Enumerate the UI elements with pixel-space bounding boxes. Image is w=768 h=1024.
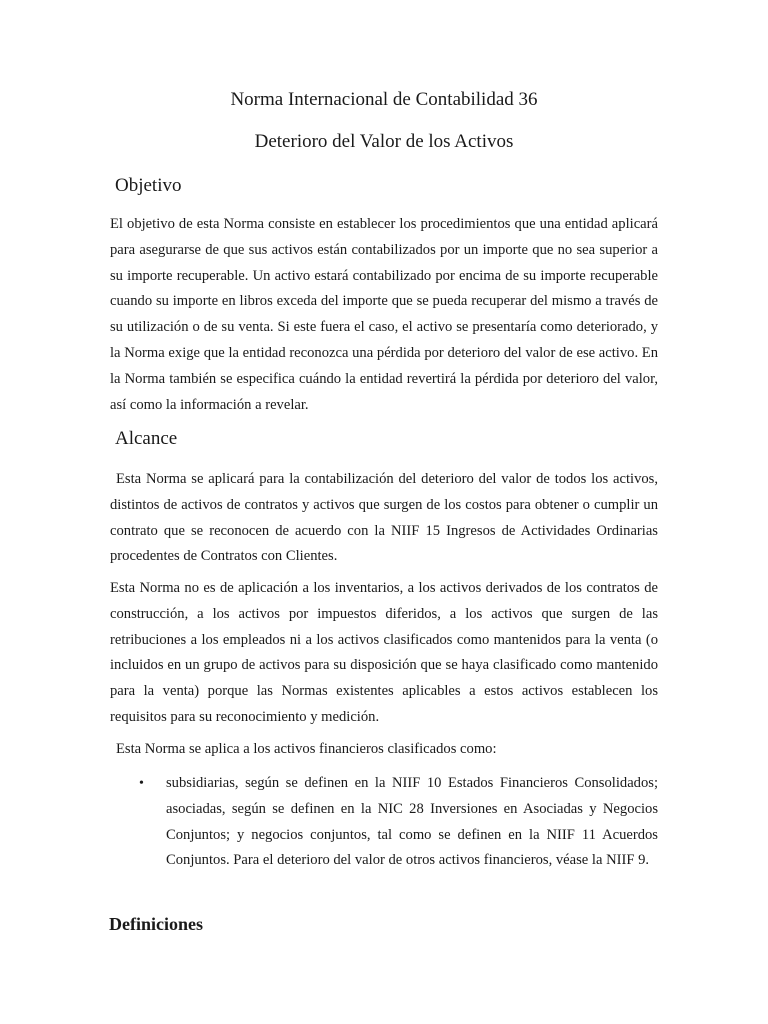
paragraph-objetivo: El objetivo de esta Norma consiste en establecer los procedimientos que una entidad aplicará para asegurarse de que sus activos están contabilizados por un importe que no sea superior a su importe recuperable. Un activo estará contabilizado por encima de su importe recuperable cuando su importe en libros exceda del importe que se pueda recuperar del mismo a través de su utilización o de su venta. Si este fuera el caso, el activo se presentaría como deteriorado, y la Norma exige que la entidad reconozca una pérdida por deterioro del valor de ese activo. En la Norma también se especifica cuándo la entidad revertirá la pérdida por deterioro del valor, así como la información a revelar. — [110, 216, 658, 413]
heading-alcance: Alcance — [115, 428, 178, 449]
document-title: Norma Internacional de Contabilidad 36 — [230, 89, 538, 110]
paragraph-alcance-1: Esta Norma se aplicará para la contabilización del deterioro del valor de todos los activos, distintos de activos de contratos y activos que surgen de los costos para obtener o cumplir un contrato que se reconocen de acuerdo con la NIIF 15 Ingresos de Actividades Ordinarias procedentes de Contratos con Clientes. — [110, 471, 658, 565]
paragraph-alcance-2: Esta Norma no es de aplicación a los inventarios, a los activos derivados de los contratos de construcción, a los activos por impuestos diferidos, a los activos que surgen de las retribuciones a los empleados ni a los activos clasificados como mantenidos para la venta (o incluidos en un grupo de activos para su disposición que se haya clasificado como mantenido para la venta) porque las Normas existentes aplicables a estos activos establecen los requisitos para su reconocimiento y medición. — [110, 580, 658, 725]
list-item: subsidiarias, según se definen en la NIIF 10 Estados Financieros Consolidados; asociadas, según se definen en la NIC 28 Inversiones en Asociadas y Negocios Conjuntos; y negocios conjuntos, tal como se definen en la NIIF 11 Acuerdos Conjuntos. Para el deterioro del valor de otros activos financieros, véase la NIIF 9. — [166, 775, 658, 869]
paragraph-alcance-3: Esta Norma se aplica a los activos financieros clasificados como: — [116, 741, 497, 757]
bullet-marker: • — [139, 776, 144, 791]
heading-objetivo: Objetivo — [115, 175, 182, 196]
document-subtitle: Deterioro del Valor de los Activos — [254, 131, 514, 152]
heading-definiciones: Definiciones — [109, 914, 203, 934]
